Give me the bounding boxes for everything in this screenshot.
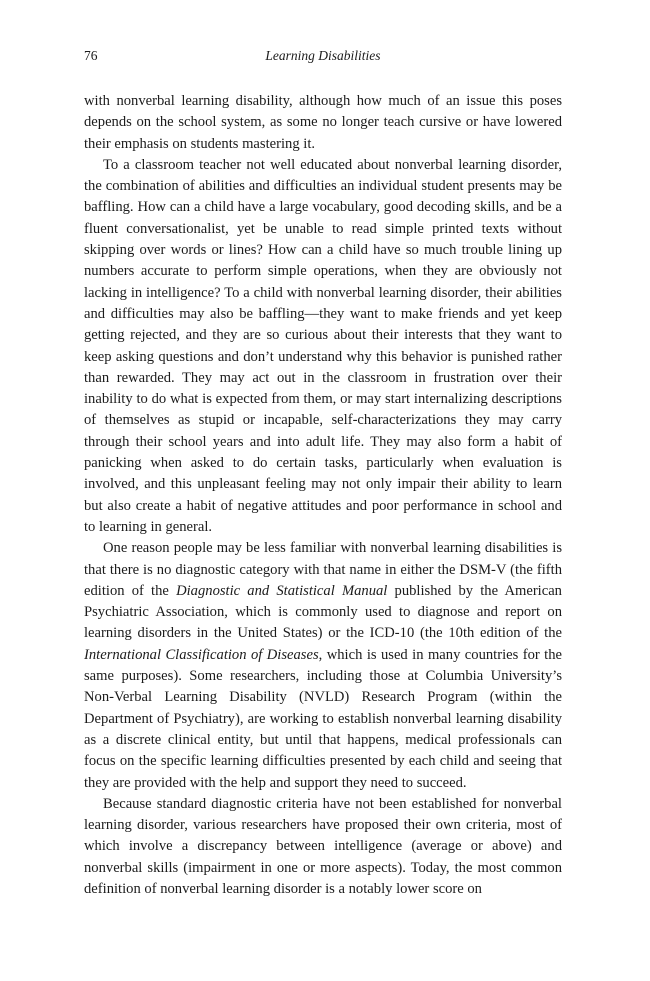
running-title: Learning Disabilities [265,48,381,63]
paragraph-classroom-teacher: To a classroom teacher not well educated about nonverbal learning disorder, the combination of abilities and difficulties an individual student presents may be baffling. How can a child have a large vocabulary, good decoding skills, and be a fluent conversationalist, yet be unable to read simple printed texts without skipping over words or lines? How can a child have so much trouble lining up numbers accurate to perform simple operations, when they are obviously not lacking in intelligence? To a child with nonverbal learning disorder, their abilities and difficulties may also be baffling—they want to make friends and yet keep getting rejected, and they are so curious about their interests that they want to keep asking questions and don’t understand why this behavior is punished rather than rewarded. They may act out in the classroom in frustration over their inability to do what is expected from them, or may start internalizing descriptions of themselves as stupid or incapable, self-characterizations they may carry through their school years and into adult life. They may also form a habit of panicking when asked to do certain tasks, particularly when evaluation is involved, and this unpleasant feeling may not only impair their ability to learn but also create a habit of negative attitudes and poor performance in school and to learning in general. [84,156,562,535]
paragraph-diagnostic-category [84,538,562,794]
book-page [84,38,562,900]
page-number: 76 [84,48,98,63]
text-span: , which is used in many countries for the same purposes). Some researchers, including those at Columbia University’s Non-Verbal Learning Disability (NVLD) Research Program (within the Department of Psychiatry), are working to establish nonverbal learning disability as a discrete clinical entity, but until that happens, medical professionals can focus on the specific learning difficulties presented by each child and seeing that they are provided with the help and support they need to succeed. [84,646,562,791]
body-text [84,91,562,900]
paragraph-diagnostic-criteria: Because standard diagnostic criteria have not been established for nonverbal learning disorder, various researchers have proposed their own criteria, most of which involve a discrepancy between intelligence (average or above) and nonverbal skills (impairment in one or more aspects). Today, the most common definition of nonverbal learning disorder is a notably lower score on [84,795,562,897]
text-span: One reason people may be less familiar with nonverbal learning disabilities is that there is no diagnostic category with that name in either the DSM-V (the fifth edition of the [84,540,562,599]
book-title-icd: International Classification of Diseases [84,646,319,663]
running-head [84,38,562,68]
paragraph-continuation: with nonverbal learning disability, although how much of an issue this poses depends on the school system, as some no longer teach cursive or have lowered their emphasis on students mastering it. [84,93,562,152]
book-title-dsm: Diagnostic and Statistical Manual [176,582,388,599]
text-span: published by the American Psychiatric Association, which is commonly used to diagnose and report on learning disorders in the United States) or the ICD-10 (the 10th edition of the [84,582,562,642]
